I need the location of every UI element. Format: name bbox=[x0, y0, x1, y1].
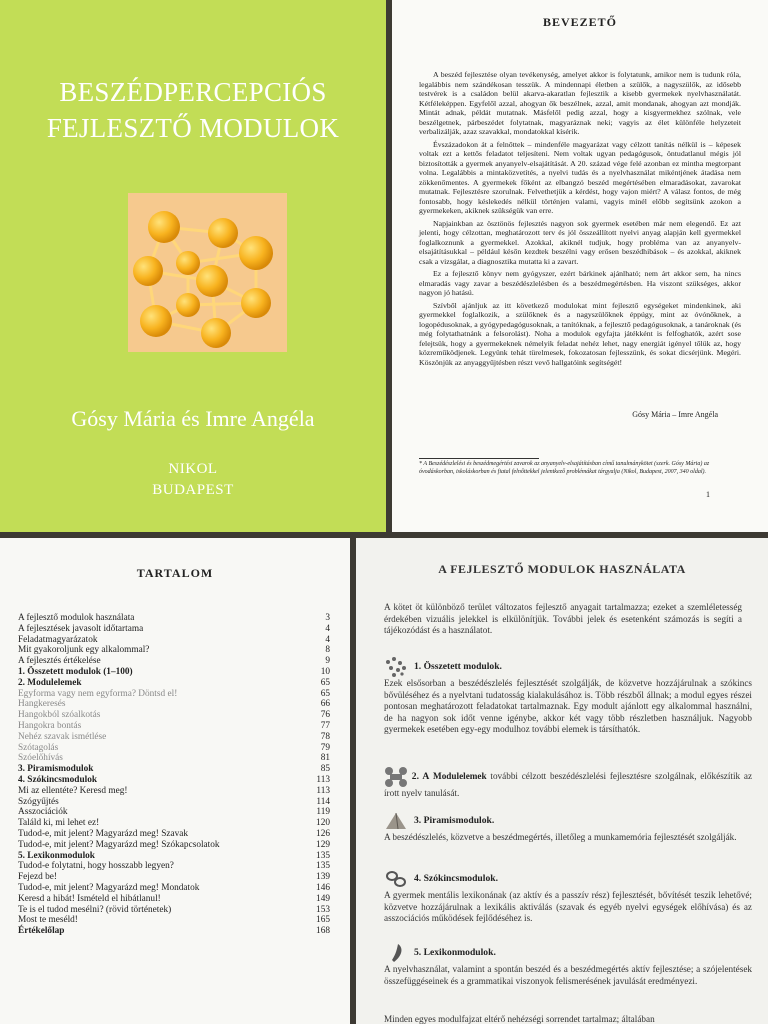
contents-item-title: Mi az ellentéte? Keresd meg! bbox=[18, 785, 128, 796]
pyramid-icon bbox=[384, 810, 408, 832]
contents-item-page: 135 bbox=[316, 861, 330, 872]
contents-item-title: A fejlesztés értékelése bbox=[18, 656, 101, 667]
intro-paragraph: Napjainkban az ösztönös fejlesztés nagyon sok gyermek esetében már nem elegendő. Ez azt jelenti, hogy célzottan, meghatározott terv és jól összeállított nyelvi anyag alapján kell gyermekkel foglalkoznunk a gyermekkel. Azokkal, akiknél tudjuk, hogy probléma van az anyanyelv-elsajátításukkal – például későn kezdtek beszélni vagy erősen beszédhibások – és azokkal, akiknek csak a vizsgálat, a diagnosztika mutatta ki a zavart. bbox=[419, 218, 741, 266]
contents-item-title: 3. Piramismodulok bbox=[18, 764, 94, 775]
page-number: 1 bbox=[706, 490, 710, 499]
usage-page bbox=[356, 538, 768, 1024]
contents-item-title: A fejlesztő modulok használata bbox=[18, 613, 135, 623]
contents-item-title: Szóelőhívás bbox=[18, 753, 63, 764]
contents-item bbox=[18, 613, 330, 624]
contents-item-title: Hangokból szóalkotás bbox=[18, 710, 101, 721]
usage-intro: A kötet öt különböző terület változatos fejlesztő anyagait tartalmazza; ezeket a szemléletesség érdekében vizuális jelekkel is elkülönítjük. További jelek és esetenként számozás is segíti a tájékozódást és a használatot. bbox=[384, 602, 742, 635]
contents-item-title: Nehéz szavak ismétlése bbox=[18, 731, 107, 742]
contents-item-page: 149 bbox=[316, 893, 330, 904]
contents-list bbox=[18, 613, 330, 937]
section-text: további célzott beszédészlelési fejlesztésre szolgálnak, előkészítik az írott nyelv tanulását. bbox=[384, 771, 753, 798]
contents-item-page: 66 bbox=[320, 699, 330, 710]
contents-item bbox=[18, 645, 330, 656]
cover-publisher bbox=[0, 459, 386, 501]
contents-item-title: Találd ki, mi lehet ez! bbox=[18, 818, 100, 829]
cover-title bbox=[0, 74, 386, 146]
contents-item bbox=[18, 732, 330, 743]
section-title: 3. Piramismodulok. bbox=[414, 815, 495, 827]
contents-item-page: 168 bbox=[316, 926, 330, 937]
contents-item-page: 4 bbox=[325, 634, 330, 645]
cover-title-line-2: FEJLESZTŐ MODULOK bbox=[46, 113, 340, 143]
contents-item bbox=[18, 678, 330, 689]
section-module-elements bbox=[384, 766, 752, 800]
contents-item-title: Te is el tudod mesélni? (rövid történetek) bbox=[18, 904, 172, 915]
contents-item-title: Szótagolás bbox=[18, 742, 59, 753]
contents-item-title: Tudod-e, mit jelent? Magyarázd meg! Szókapcsolatok bbox=[18, 839, 220, 850]
contents-item-page: 8 bbox=[325, 645, 330, 656]
molecule-illustration bbox=[128, 193, 287, 352]
contents-item-page: 9 bbox=[325, 656, 330, 667]
bone-shape-icon bbox=[384, 766, 408, 788]
contents-item-title: Asszociációk bbox=[18, 807, 68, 818]
contents-item-title: 4. Szókincsmodulok bbox=[18, 774, 98, 785]
section-lexicon-modules bbox=[384, 942, 752, 987]
contents-item bbox=[18, 861, 330, 872]
section-vocabulary-modules bbox=[384, 868, 752, 925]
contents-item bbox=[18, 818, 330, 829]
publisher-name: NIKOL bbox=[168, 461, 218, 477]
intro-footnote: * A Beszédészlelési és beszédmegértési zavarok az anyanyelv-elsajátításban című tanulmánykötet (szerk. Gósy Mária) az óvodáskorban, iskoláskorban és fiatal felnőttekkel jelentkező problémákat tárgyalja (Nikol, Budapest, 2007, 340 oldal). bbox=[419, 461, 710, 475]
intro-page bbox=[392, 0, 768, 532]
contents-item-title: 2. Modulelemek bbox=[18, 677, 82, 688]
contents-item-page: 129 bbox=[316, 839, 330, 850]
contents-item bbox=[18, 851, 330, 862]
contents-item bbox=[18, 894, 330, 905]
contents-item-page: 85 bbox=[320, 764, 330, 775]
contents-item-title: Tudod-e, mit jelent? Magyarázd meg! Mondatok bbox=[18, 882, 200, 893]
contents-item-title: Hangokra bontás bbox=[18, 720, 82, 731]
contents-item bbox=[18, 635, 330, 646]
contents-item bbox=[18, 840, 330, 851]
book-cover bbox=[0, 0, 386, 532]
contents-item-page: 10 bbox=[320, 666, 330, 677]
contents-item bbox=[18, 689, 330, 700]
section-title: 1. Összetett modulok. bbox=[414, 661, 502, 673]
contents-item bbox=[18, 829, 330, 840]
contents-item-page: 126 bbox=[316, 828, 330, 839]
contents-item-page: 146 bbox=[316, 882, 330, 893]
contents-item-page: 65 bbox=[320, 677, 330, 688]
contents-item-page: 76 bbox=[320, 710, 330, 721]
section-text: A nyelvhasználat, valamint a spontán beszéd és a beszédmegértés aktív fejlesztése; a szójelentések összefüggéseinek és a grammatikai viszonyok felismerésének javulását eredményezi. bbox=[384, 964, 752, 986]
contents-item bbox=[18, 764, 330, 775]
usage-heading: A FEJLESZTŐ MODULOK HASZNÁLATA bbox=[438, 562, 686, 576]
contents-item-page: 79 bbox=[320, 742, 330, 753]
section-compound-modules bbox=[384, 656, 752, 736]
cover-title-line-1: BESZÉDPERCEPCIÓS bbox=[59, 77, 327, 107]
intro-paragraph: A beszéd fejlesztése olyan tevékenység, amelyet akkor is folytatunk, amikor nem is tudunk róla, legalábbis nem szándékosan tesszük. A mindennapi életben a szülők, a nagyszülők, az idősebb testvérek is a családon belül akarva-akaratlan fejlesztik a kisebb gyermekek nyelvhasználatát. Kétféleképpen. Egyfelől azzal, ahogyan ők beszélnek, azzal, amit mondanak, ahogyan azt mondják. Mintát adnak, példát mutatnak. Másfelől pedig azzal, hogy a kisgyermekhez szólnak, vele beszélgetnek, párbeszédet folytatnak, magyaráznak neki; vagyis az élet különféle helyzeteit verbalizálják, azaz szavakkal, mondatokkal kísérik. bbox=[419, 70, 741, 136]
contents-item-title: A fejlesztések javasolt időtartama bbox=[18, 623, 144, 634]
publisher-city: BUDAPEST bbox=[152, 482, 234, 498]
contents-item-title: Most te meséld! bbox=[18, 915, 78, 926]
molecule-icon bbox=[128, 193, 287, 352]
contents-item-page: 139 bbox=[316, 872, 330, 883]
contents-item-page: 3 bbox=[325, 613, 330, 623]
section-pyramid-modules bbox=[384, 810, 752, 844]
contents-item bbox=[18, 786, 330, 797]
section-text: A beszédészlelés, közvetve a beszédmegértés, illetőleg a munkamemória fejlesztését szolgálják. bbox=[384, 832, 737, 842]
contents-item bbox=[18, 905, 330, 916]
quill-icon bbox=[384, 942, 408, 964]
section-title: 4. Szókincsmodulok. bbox=[414, 873, 498, 885]
contents-item-page: 120 bbox=[316, 818, 330, 829]
contents-item-title: Feladatmagyarázatok bbox=[18, 634, 98, 645]
intro-body bbox=[419, 70, 741, 370]
contents-item-title: Keresd a hibát! Ismételd el hibátlanul! bbox=[18, 893, 161, 904]
contents-item-title: Szógyűjtés bbox=[18, 796, 59, 807]
contents-item bbox=[18, 743, 330, 754]
contents-item-page: 113 bbox=[316, 774, 330, 785]
contents-item-page: 114 bbox=[316, 796, 330, 807]
contents-item bbox=[18, 775, 330, 786]
contents-item-page: 119 bbox=[316, 807, 330, 818]
contents-item-page: 81 bbox=[320, 753, 330, 764]
contents-item-page: 113 bbox=[316, 785, 330, 796]
section-title: 5. Lexikonmodulok. bbox=[414, 947, 496, 959]
contents-item-title: 1. Összetett modulok (1–100) bbox=[18, 666, 133, 677]
contents-item-title: Mit gyakoroljunk egy alkalommal? bbox=[18, 645, 150, 656]
section-text: Ezek elsősorban a beszédészlelés fejlesztését szolgálják, de közvetve hozzájárulnak a szókincs bővüléséhez és a nyelvtani tudatosság kialakulásához is. Több részből állnak; a modul egyes részei pontosan meghatározott feladatokat tartalmaznak. Egy modult ajánlott egy alkalommal használni, de ha nagyon sok időt venne igénybe, akkor két vagy több részletben használjuk. Nagyobb gyermekek esetében egy-egy modulhoz további elemek is társíthatók. bbox=[384, 678, 752, 734]
contents-item bbox=[18, 699, 330, 710]
contents-item-page: 153 bbox=[316, 904, 330, 915]
intro-paragraph: Szívből ajánljuk az itt következő modulokat mint fejlesztő egységeket mindenkinek, aki gyermekkel foglalkozik, a szülőknek és a nagyszülőknek éppúgy, mint az óvónőknek, a logopédusoknak, a gyógypedagógusoknak, a tanítóknak, a fejlesztő pedagógusoknak, a tanároknak (és még folytathatnánk a felsorolást). Noha a modulok egyfajta játékként is felfoghatók, azért sose felejtsük, hogy a gyermekeknek némelyik feladat nehéz lehet, nagy energiát igényel tőlük az, hogy közreműködjenek. Legyünk tehát türelmesek, fokozatosan fejlesszünk, és sokat dicsérjünk. Megéri. Köszönjük az anyaggyűjtésben részt vevő hallgatóink segítségét! bbox=[419, 300, 741, 367]
contents-item bbox=[18, 807, 330, 818]
contents-item bbox=[18, 656, 330, 667]
usage-partial-line: Minden egyes modulfajzat eltérő nehézségi sorrendet tartalmaz; általában bbox=[384, 1014, 655, 1024]
section-lead: Modulelemek bbox=[433, 771, 487, 782]
intro-heading: BEVEZETŐ bbox=[542, 15, 618, 29]
dots-cluster-icon bbox=[384, 656, 408, 678]
contents-item-page: 135 bbox=[316, 850, 330, 861]
contents-item bbox=[18, 667, 330, 678]
contents-item-page: 65 bbox=[320, 688, 330, 699]
contents-item-title: Egyforma vagy nem egyforma? Döntsd el! bbox=[18, 688, 178, 699]
contents-item bbox=[18, 797, 330, 808]
footnote-divider bbox=[419, 458, 539, 459]
contents-item-title: Tudod-e folytatni, hogy hosszabb legyen? bbox=[18, 861, 174, 872]
intro-paragraph: Évszázadokon át a felnőttek – mindenféle magyarázat vagy célzott tanítás nélkül is – képesek voltak ezt a kettős feladatot teljesíteni. Nem voltak ugyan pedagógusok, öntudatlanul mégis jól biztosították a gyermek anyanyelv-elsajátítását. A 20. század vége felé azonban ez mintha megtorpant volna. Legalábbis a mintaközvetítés, a nyelvi tudás és a nyelvhasználat mikéntjének átadása nem zökkenőmentes. A gyermekek főként az elbangzó beszéd megértésében elmaradásokat, zavarokat mutatnak. Fejlesztésre szorulnak. Felvethetjük a kérdést, hogy vajon miért? A válasz fontos, de még fontosabb, hogy késlekedés nélkül történjen valami, vagyis minél előbb segítsünk azokon a gyermekeken, akiknek szükségük van erre. bbox=[419, 139, 741, 215]
contents-item-title: Hangkeresés bbox=[18, 699, 66, 710]
section-title: 2. A bbox=[411, 771, 430, 783]
contents-heading: TARTALOM bbox=[136, 566, 214, 580]
chain-icon bbox=[384, 868, 408, 890]
contents-item-page: 165 bbox=[316, 915, 330, 926]
contents-item-page: 78 bbox=[320, 731, 330, 742]
contents-item bbox=[18, 624, 330, 635]
contents-page bbox=[0, 538, 350, 1024]
intro-signature: Gósy Mária – Imre Angéla bbox=[632, 410, 718, 419]
contents-item bbox=[18, 915, 330, 926]
contents-item bbox=[18, 721, 330, 732]
cover-authors: Gósy Mária és Imre Angéla bbox=[71, 406, 315, 431]
contents-item-title: Tudod-e, mit jelent? Magyarázd meg! Szavak bbox=[18, 828, 189, 839]
contents-item-title: Értékelőlap bbox=[18, 926, 65, 937]
intro-paragraph: Ez a fejlesztő könyv nem gyógyszer, ezért bárkinek ajánlható; nem árt akkor sem, ha nincs elmaradás vagy zavar a beszédészlelésben és a beszédmegértésben. Ha viszont szükséges, akkor nagyon jó hatású. bbox=[419, 269, 741, 297]
contents-item bbox=[18, 710, 330, 721]
section-text: A gyermek mentális lexikonának (az aktív és a passzív rész) fejlesztését, bővítését teszik lehetővé; közvetve hozzájárulnak a lexikális aktiválás (szavak és egyéb nyelvi egységek előhívása) és az asszociációs működések fejlődéséhez is. bbox=[384, 890, 752, 923]
contents-item bbox=[18, 753, 330, 764]
contents-item-title: Fejezd be! bbox=[18, 872, 57, 883]
contents-item bbox=[18, 926, 330, 937]
contents-item-page: 4 bbox=[325, 623, 330, 634]
contents-item-title: 5. Lexikonmodulok bbox=[18, 850, 95, 861]
contents-item-page: 77 bbox=[320, 720, 330, 731]
contents-item bbox=[18, 872, 330, 883]
contents-item bbox=[18, 883, 330, 894]
